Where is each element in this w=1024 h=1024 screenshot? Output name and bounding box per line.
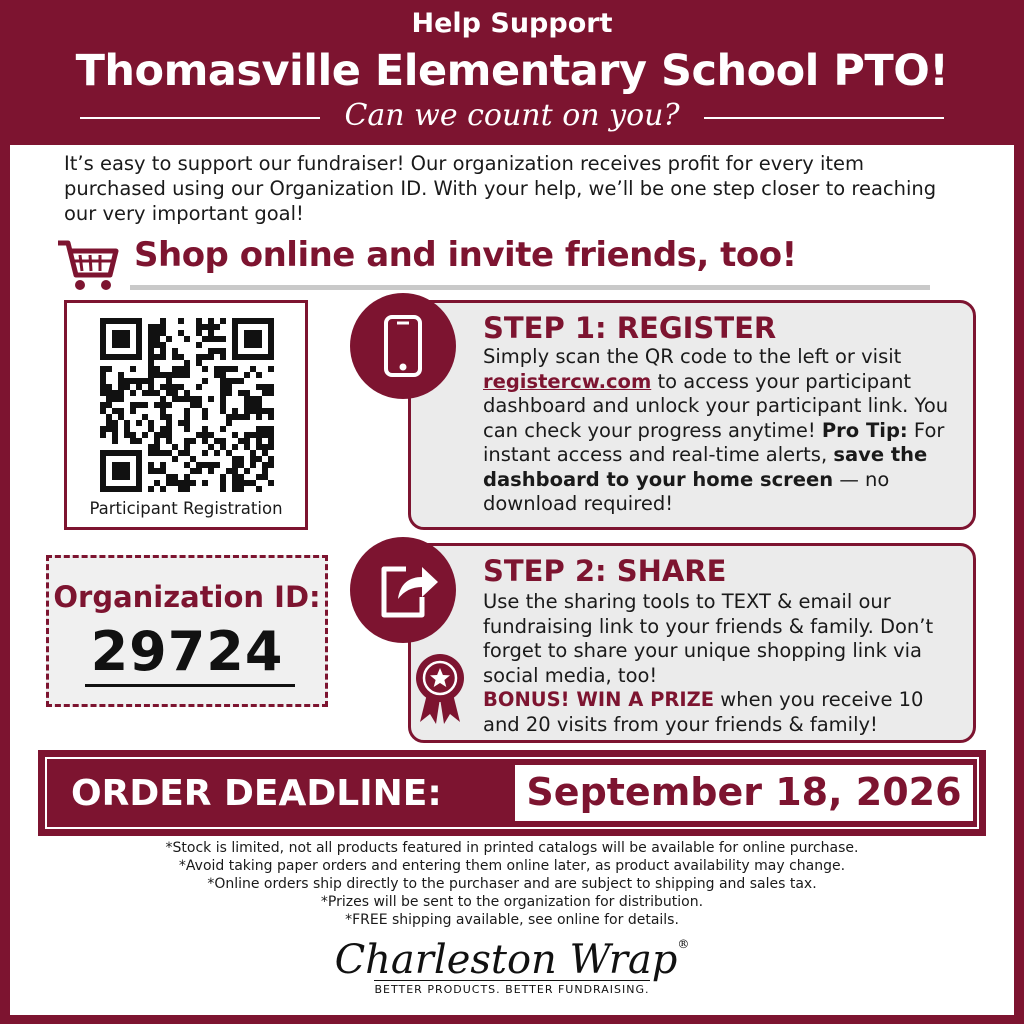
divider-right (704, 117, 944, 119)
order-deadline-banner (38, 750, 986, 836)
brand-tagline-text: BETTER PRODUCTS. BETTER FUNDRAISING. (374, 980, 649, 996)
qr-label: Participant Registration (89, 499, 283, 518)
share-icon-circle (350, 537, 456, 643)
pre-title: Help Support (411, 8, 613, 39)
divider-left (80, 117, 320, 119)
step1-text-d: — no download required! (483, 467, 890, 515)
bonus-text: when you receive 10 and 20 visits from your friends & family! (483, 688, 924, 736)
step-share-heading: STEP 2: SHARE (483, 554, 727, 588)
pro-tip-label: Pro Tip: (821, 418, 908, 442)
step1-text-c: For instant access and real-time alerts, (483, 418, 945, 466)
step-register-card (408, 300, 976, 530)
deadline-date: September 18, 2026 (526, 770, 962, 814)
shop-heading: Shop online and invite friends, too! (134, 235, 797, 275)
shop-heading-row (56, 233, 896, 293)
intro-text: It’s easy to support our fundraiser! Our organization receives profit for every item purchased using our Organization ID. With your help, we’ll be one step closer to reaching our very important goal! (64, 152, 937, 225)
award-ribbon-icon (412, 650, 468, 726)
register-link[interactable]: registercw.com (483, 369, 652, 393)
organization-id-box (46, 555, 328, 707)
step-share-text (483, 590, 963, 737)
organization-id-label: Organization ID: (53, 580, 321, 614)
content-panel (10, 145, 1014, 1015)
step-register-heading: STEP 1: REGISTER (483, 311, 777, 345)
note-line: *FREE shipping available, see online for details. (345, 912, 679, 928)
qr-code-box[interactable] (64, 300, 308, 530)
header-banner (0, 0, 1024, 145)
note-line: *Stock is limited, not all products featured in printed catalogs will be available for online purchase. (165, 840, 859, 856)
step-register-text (483, 345, 963, 517)
phone-icon (350, 293, 456, 399)
share-icon (350, 537, 456, 643)
organization-id-value: 29724 (90, 620, 284, 683)
phone-icon-circle (350, 293, 456, 399)
step1-text-a: Simply scan the QR code to the left or visit (483, 345, 902, 368)
qr-code[interactable] (89, 315, 285, 495)
brand-logo (10, 937, 1014, 996)
step2-text: Use the sharing tools to TEXT & email our fundraising link to your friends & family. Don’t forget to share your unique shopping link via social media, too! (483, 590, 934, 687)
fine-print (10, 839, 1014, 929)
note-line: *Prizes will be sent to the organization for distribution. (320, 894, 704, 910)
organization-id-underline (85, 684, 295, 687)
note-line: *Online orders ship directly to the purchaser and are subject to shipping and sales tax. (207, 876, 817, 892)
bonus-label: BONUS! WIN A PRIZE (483, 688, 715, 711)
deadline-label: ORDER DEADLINE: (71, 773, 442, 814)
brand-tagline (10, 983, 1014, 996)
shop-underline (130, 285, 930, 290)
note-line: *Avoid taking paper orders and entering them online later, as product availability may change. (178, 858, 846, 874)
brand-name (10, 937, 1014, 983)
cart-icon (56, 237, 120, 293)
tagline-row (80, 98, 944, 138)
step1-bold-text: save the dashboard to your home screen (483, 443, 928, 491)
step-share-card (408, 543, 976, 743)
page-title: Thomasville Elementary School PTO! (75, 46, 949, 96)
tagline: Can we count on you? (344, 98, 680, 133)
step1-text-b: to access your participant dashboard and unlock your participant link. You can check your progress anytime! (483, 369, 949, 442)
deadline-date-box (515, 765, 973, 821)
registered-mark: ® (677, 937, 690, 951)
brand-name-text: Charleston Wrap (334, 937, 678, 983)
